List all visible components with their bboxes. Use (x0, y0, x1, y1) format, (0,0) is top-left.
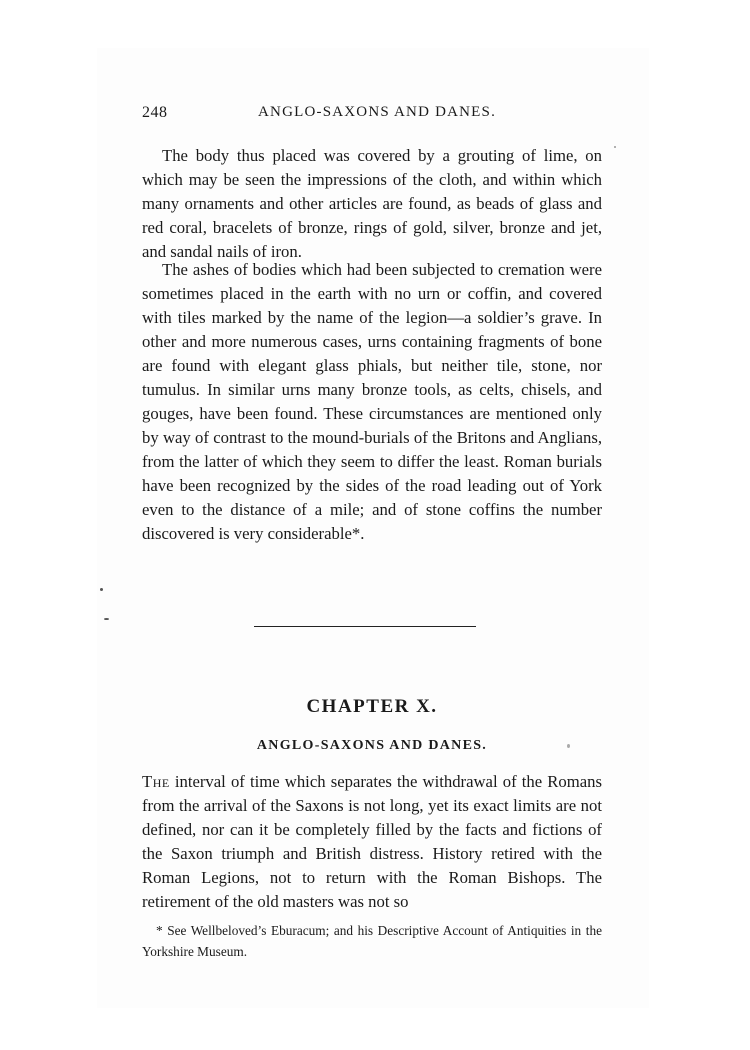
page-number: 248 (142, 104, 168, 121)
paragraph-burial-lime: The body thus placed was covered by a grouting of lime, on which may be seen the impressions of the cloth, and within which many ornaments and other articles are found, as beads of glass and red coral, bracelets of bronze, rings of gold, silver, bronze and jet, and sandal nails of iron. (142, 146, 602, 261)
scan-speck (104, 618, 109, 620)
scan-speck (567, 744, 570, 748)
chapter-title: CHAPTER X. (306, 696, 438, 717)
lead-word: The (142, 772, 170, 791)
chapter-subtitle: ANGLO-SAXONS AND DANES. (256, 738, 488, 753)
scan-speck (614, 146, 616, 148)
footnote: * See Wellbeloved’s Eburacum; and his Descriptive Account of Antiquities in the Yorkshire Museum. (142, 923, 602, 959)
scan-speck (100, 588, 103, 591)
section-divider (254, 626, 476, 627)
page-header (142, 104, 604, 128)
running-head: ANGLO-SAXONS AND DANES. (258, 104, 497, 120)
paragraph-cremation: The ashes of bodies which had been subjected to cremation were sometimes placed in the earth with no urn or coffin, and covered with tiles marked by the name of the legion—a soldier’s grave. In other and more numerous cases, urns containing fragments of bone are found with elegant glass phials, but neither tile, stone, nor tumulus. In similar urns many bronze tools, as celts, chisels, and gouges, have been found. These circumstances are mentioned only by way of contrast to the mound-burials of the Britons and Anglians, from the latter of which they seem to differ the least. Roman burials have been recognized by the sides of the road leading out of York even to the distance of a mile; and of stone coffins the number discovered is very considerable*. (142, 260, 602, 543)
opening-text: interval of time which separates the withdrawal of the Romans from the arrival of the Saxons is not long, yet its exact limits are not defined, nor can it be completely filled by the facts and fictions of the Saxon triumph and British distress. History retired with the Roman Legions, not to return with the Roman Bishops. The retirement of the old masters was not so (142, 772, 602, 911)
chapter-opening-paragraph (142, 770, 602, 914)
